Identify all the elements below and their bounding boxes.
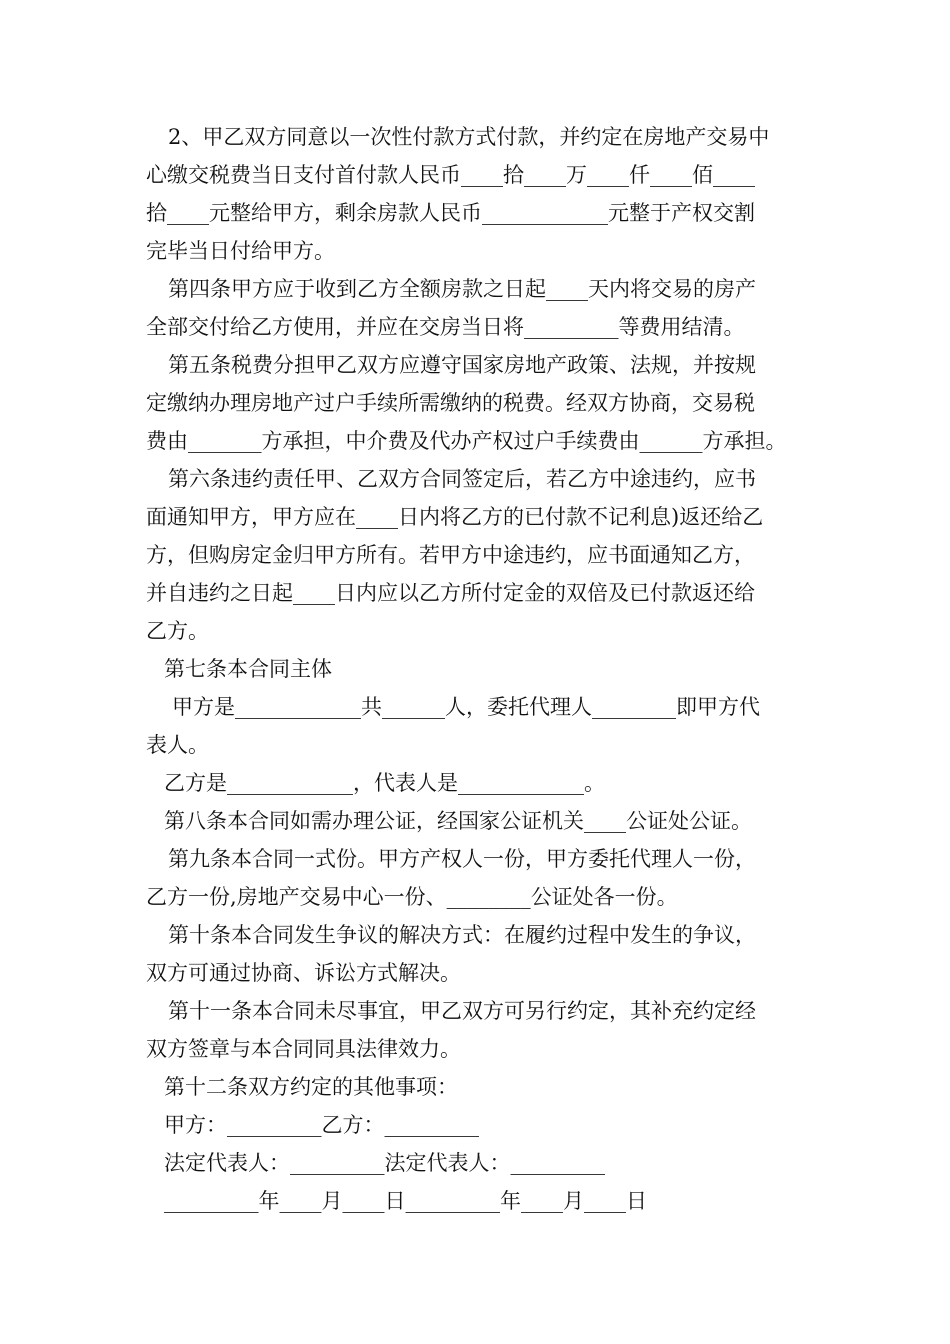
text-line: 表人。	[146, 733, 209, 757]
text-line: 甲方：_________乙方：_________	[164, 1113, 479, 1137]
text-line: 第七条本合同主体	[164, 657, 332, 681]
text-line: 双方签章与本合同同具法律效力。	[146, 1037, 461, 1061]
text-line: 双方可通过协商、诉讼方式解决。	[146, 961, 461, 985]
text-line: 2、甲乙双方同意以一次性付款方式付款，并约定在房地产交易中	[168, 125, 770, 149]
date-line	[146, 1182, 826, 1220]
text-line: _________年____月____日_________年____月____日	[164, 1189, 647, 1213]
text-line: 全部交付给乙方使用，并应在交房当日将_________等费用结清。	[146, 315, 745, 339]
text-line: 方，但购房定金归甲方所有。若甲方中途违约，应书面通知乙方，	[146, 543, 755, 567]
party-b-paragraph	[146, 764, 826, 802]
text-line: 第十一条本合同未尽事宜，甲乙双方可另行约定，其补充约定经	[168, 999, 756, 1023]
article-7-heading	[146, 650, 826, 688]
text-line: 面通知甲方，甲方应在____日内将乙方的已付款不记利息)返还给乙	[146, 505, 764, 529]
text-line: 心缴交税费当日支付首付款人民币____拾____万____仟____佰____	[146, 163, 755, 187]
article-6-paragraph	[146, 460, 826, 650]
text-line: 定缴纳办理房地产过户手续所需缴纳的税费。经双方协商，交易税	[146, 391, 755, 415]
text-line: 甲方是____________共______人，委托代理人________即甲方代	[172, 695, 760, 719]
text-line: 乙方一份,房地产交易中心一份、________公证处各一份。	[146, 885, 678, 909]
text-line: 第十二条双方约定的其他事项：	[164, 1075, 458, 1099]
text-line: 乙方是____________，代表人是____________。	[164, 771, 605, 795]
text-line: 完毕当日付给甲方。	[146, 239, 335, 263]
article-9-paragraph	[146, 840, 826, 916]
article-8-paragraph	[146, 802, 826, 840]
article-4-paragraph	[146, 270, 826, 346]
document-body	[146, 118, 826, 1220]
text-line: 第五条税费分担甲乙双方应遵守国家房地产政策、法规，并按规	[168, 353, 756, 377]
text-line: 第六条违约责任甲、乙双方合同签定后，若乙方中途违约，应书	[168, 467, 756, 491]
text-line: 第八条本合同如需办理公证，经国家公证机关____公证处公证。	[164, 809, 752, 833]
article-11-paragraph	[146, 992, 826, 1068]
signature-line	[146, 1106, 826, 1144]
text-line: 乙方。	[146, 619, 209, 643]
legal-representative-line	[146, 1144, 826, 1182]
text-line: 第十条本合同发生争议的解决方式：在履约过程中发生的争议，	[168, 923, 756, 947]
text-line: 费由_______方承担，中介费及代办产权过户手续费由______方承担。	[146, 429, 787, 453]
text-line: 并自违约之日起____日内应以乙方所付定金的双倍及已付款返还给	[146, 581, 755, 605]
article-5-paragraph	[146, 346, 826, 460]
text-line: 法定代表人：_________法定代表人：_________	[164, 1151, 605, 1175]
payment-paragraph	[146, 118, 826, 270]
article-10-paragraph	[146, 916, 826, 992]
text-line: 第九条本合同一式份。甲方产权人一份，甲方委托代理人一份，	[168, 847, 756, 871]
text-line: 第四条甲方应于收到乙方全额房款之日起____天内将交易的房产	[168, 277, 756, 301]
party-a-paragraph	[146, 688, 826, 764]
text-line: 拾____元整给甲方，剩余房款人民币____________元整于产权交割	[146, 201, 755, 225]
article-12-heading	[146, 1068, 826, 1106]
